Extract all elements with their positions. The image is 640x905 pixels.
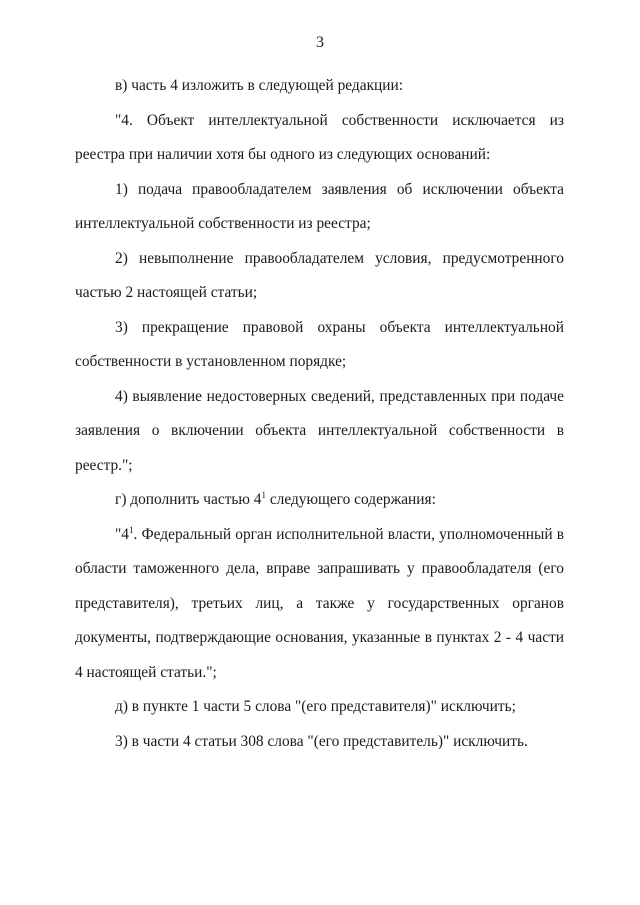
paragraph-g-post: следующего содержания: — [265, 491, 436, 508]
paragraph-part-4-1 — [75, 518, 564, 691]
paragraph-item-2: 2) невыполнение правообладателем условия, предусмотренного частью 2 настоящей статьи; — [75, 249, 564, 301]
paragraph-part-4: "4. Объект интеллектуальной собственности исключается из реестра при наличии хотя бы одного из следующих оснований: — [75, 111, 564, 163]
superscript: 1 — [128, 524, 134, 535]
paragraph-item-3-article-308: 3) в части 4 статьи 308 слова "(его представитель)" исключить. — [115, 732, 528, 750]
paragraph-4-1-post: . Федеральный орган исполнительной власти, уполномоченный в области таможенного дела, вправе запрашивать у правообладателя (его представителя), третьих лиц, а также у государственных органов документы, подтверждающие основания, указанные в пунктах 2 - 4 части 4 настоящей статьи."; — [75, 525, 564, 681]
paragraph-g-pre: г) дополнить частью 4 — [115, 491, 262, 508]
paragraph-4-1-pre: "4 — [115, 525, 129, 543]
paragraph-g — [75, 483, 564, 518]
page-number: 3 — [316, 34, 324, 51]
paragraph-item-1: 1) подача правообладателем заявления об исключении объекта интеллектуальной собственности из реестра; — [75, 180, 564, 232]
superscript: 1 — [261, 489, 266, 500]
document-body — [75, 69, 564, 759]
paragraph-d: д) в пункте 1 части 5 слова "(его представителя)" исключить; — [115, 698, 516, 715]
paragraph-v: в) часть 4 изложить в следующей редакции: — [115, 77, 404, 94]
paragraph-item-3: 3) прекращение правовой охраны объекта интеллектуальной собственности в установленном порядке; — [75, 318, 564, 370]
paragraph-item-4: 4) выявление недостоверных сведений, представленных при подаче заявления о включении объекта интеллектуальной собственности в реестр."; — [75, 387, 564, 474]
